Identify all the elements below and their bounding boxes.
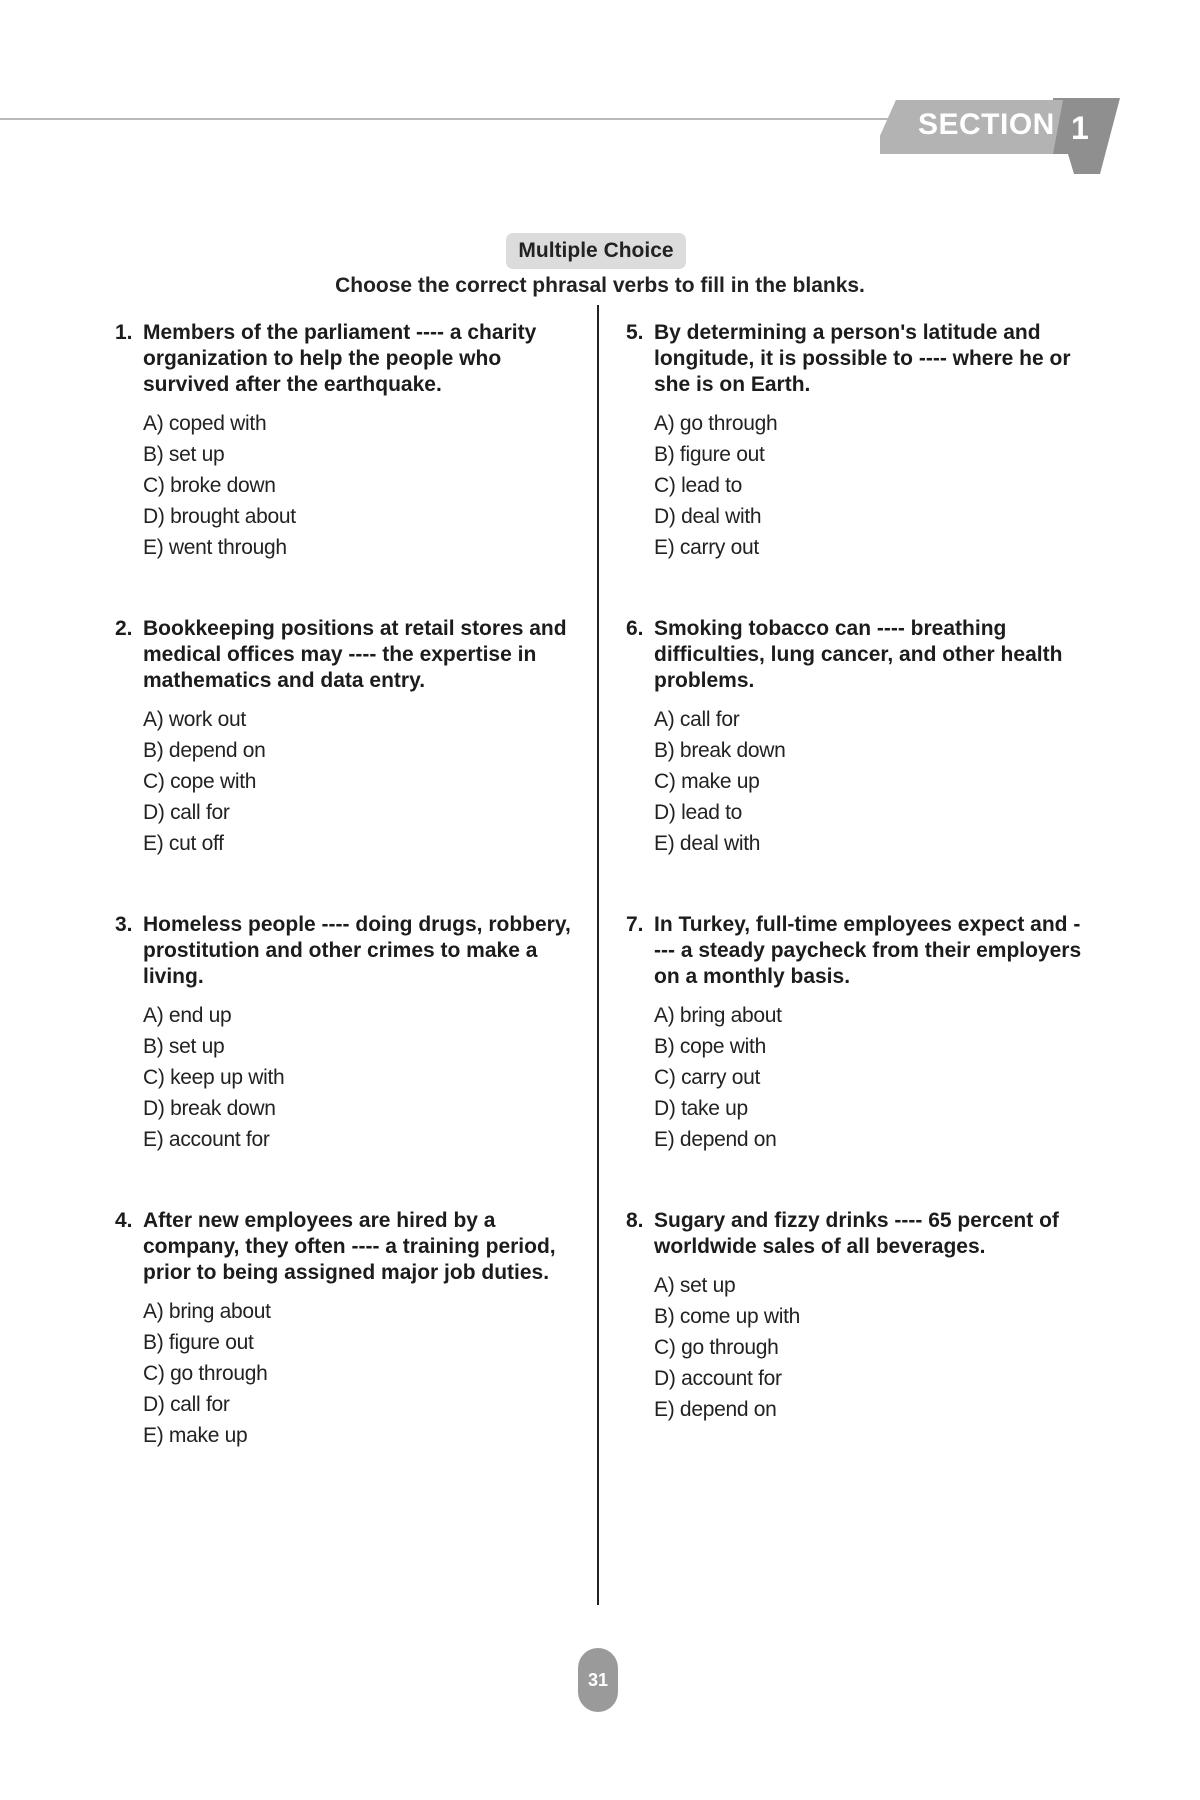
option-b[interactable]: B) break down <box>654 739 786 762</box>
option-b[interactable]: B) come up with <box>654 1305 801 1328</box>
section-label: SECTION <box>918 108 1055 141</box>
option-a[interactable]: A) bring about <box>143 1300 271 1323</box>
question-7 <box>626 912 1086 1155</box>
question-text: In Turkey, full-time employees expect and ---- a steady paycheck from their employers on a monthly basis. <box>654 913 1082 988</box>
option-a[interactable]: A) bring about <box>654 1004 782 1027</box>
option-a[interactable]: A) coped with <box>143 412 267 435</box>
section-number: 1 <box>1071 110 1089 146</box>
question-2 <box>115 616 575 859</box>
option-e[interactable]: E) make up <box>143 1424 248 1447</box>
answer-options <box>143 1000 575 1155</box>
option-a[interactable]: A) end up <box>143 1004 232 1027</box>
question-number: 7. <box>626 913 644 936</box>
option-b[interactable]: B) set up <box>143 443 225 466</box>
question-number: 5. <box>626 321 644 344</box>
option-e[interactable]: E) cut off <box>143 832 224 855</box>
option-c[interactable]: C) keep up with <box>143 1066 285 1089</box>
question-3 <box>115 912 575 1155</box>
answer-options <box>654 704 1086 859</box>
answer-options <box>654 1270 1086 1425</box>
question-number: 8. <box>626 1209 644 1232</box>
question-number: 6. <box>626 617 644 640</box>
question-6 <box>626 616 1086 859</box>
option-b[interactable]: B) figure out <box>654 443 765 466</box>
option-c[interactable]: C) go through <box>654 1336 779 1359</box>
option-e[interactable]: E) account for <box>143 1128 270 1151</box>
option-c[interactable]: C) cope with <box>143 770 257 793</box>
question-number: 2. <box>115 617 133 640</box>
option-d[interactable]: D) take up <box>654 1097 748 1120</box>
answer-options <box>143 704 575 859</box>
question-text: Homeless people ---- doing drugs, robbery, prostitution and other crimes to make a living. <box>143 913 571 988</box>
question-number: 1. <box>115 321 133 344</box>
question-text: Bookkeeping positions at retail stores and medical offices may ---- the expertise in mathematics and data entry. <box>143 617 567 692</box>
option-a[interactable]: A) set up <box>654 1274 736 1297</box>
option-c[interactable]: C) lead to <box>654 474 743 497</box>
question-number: 4. <box>115 1209 133 1232</box>
option-c[interactable]: C) carry out <box>654 1066 761 1089</box>
option-c[interactable]: C) broke down <box>143 474 276 497</box>
option-a[interactable]: A) go through <box>654 412 778 435</box>
answer-options <box>143 408 575 563</box>
option-e[interactable]: E) deal with <box>654 832 761 855</box>
option-d[interactable]: D) call for <box>143 801 230 824</box>
question-text: After new employees are hired by a company, they often ---- a training period, prior to being assigned major job duties. <box>143 1209 556 1284</box>
question-number: 3. <box>115 913 133 936</box>
answer-options <box>143 1296 575 1451</box>
question-text: By determining a person's latitude and longitude, it is possible to ---- where he or she is on Earth. <box>654 321 1071 396</box>
page-number: 31 <box>578 1648 618 1712</box>
option-a[interactable]: A) work out <box>143 708 246 731</box>
option-e[interactable]: E) carry out <box>654 536 759 559</box>
header-rule <box>0 118 900 120</box>
instructions: Choose the correct phrasal verbs to fill in the blanks. <box>335 274 865 297</box>
question-text: Members of the parliament ---- a charity organization to help the people who survived after the earthquake. <box>143 321 537 396</box>
option-d[interactable]: D) brought about <box>143 505 296 528</box>
option-b[interactable]: B) depend on <box>143 739 266 762</box>
option-e[interactable]: E) depend on <box>654 1128 777 1151</box>
option-d[interactable]: D) deal with <box>654 505 762 528</box>
option-e[interactable]: E) depend on <box>654 1398 777 1421</box>
section-tab <box>878 96 1128 156</box>
option-c[interactable]: C) go through <box>143 1362 268 1385</box>
question-text: Smoking tobacco can ---- breathing difficulties, lung cancer, and other health problems. <box>654 617 1063 692</box>
answer-options <box>654 408 1086 563</box>
option-a[interactable]: A) call for <box>654 708 740 731</box>
column-divider <box>597 305 599 1605</box>
option-d[interactable]: D) account for <box>654 1367 782 1390</box>
question-8 <box>626 1208 1086 1425</box>
option-b[interactable]: B) cope with <box>654 1035 766 1058</box>
question-4 <box>115 1208 575 1451</box>
option-e[interactable]: E) went through <box>143 536 287 559</box>
question-text: Sugary and fizzy drinks ---- 65 percent of worldwide sales of all beverages. <box>654 1209 1059 1258</box>
question-5 <box>626 320 1086 563</box>
answer-options <box>654 1000 1086 1155</box>
option-b[interactable]: B) set up <box>143 1035 225 1058</box>
section-title-badge: Multiple Choice <box>506 233 686 269</box>
option-c[interactable]: C) make up <box>654 770 760 793</box>
option-d[interactable]: D) break down <box>143 1097 276 1120</box>
option-b[interactable]: B) figure out <box>143 1331 254 1354</box>
option-d[interactable]: D) call for <box>143 1393 230 1416</box>
option-d[interactable]: D) lead to <box>654 801 743 824</box>
question-1 <box>115 320 575 563</box>
